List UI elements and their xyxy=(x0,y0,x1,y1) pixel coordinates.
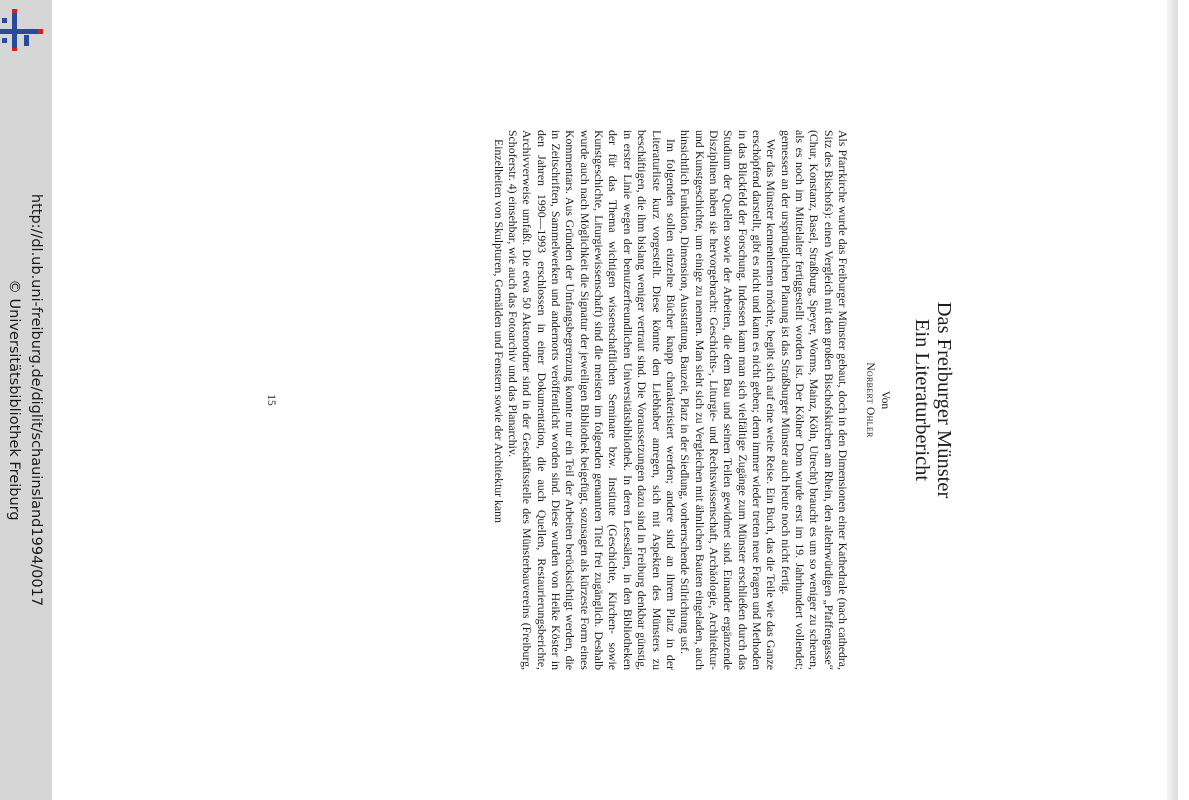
copyright-notice: © Universitätsbibliothek Freiburg xyxy=(6,279,22,521)
paragraph: Einzelheiten von Skulpturen, Gemälden und Fenstern sowie der Architektur kann xyxy=(491,139,506,523)
paragraph: Als Pfarrkirche wurde das Freiburger Münster gebaut, doch in den Dimensionen einer Kathedrale (nach cathedra, Sitz des Bischofs): einen Vergleich mit den großen Bischofskirchen am Rhein, den altehrwürdigen „Pfaffengasse“ (Chur, Konstanz, Basel, Straßburg, Speyer, Worms, Mainz, Köln, Utrecht) braucht es um so weniger zu scheuen, als es noch im Mittelalter fertiggestellt worden ist. Der Kölner Dom wurde erst im 19. Jahrhundert vollendet; gemessen an der ursprünglichen Planung ist das Straßburger Münster auch heute noch nicht fertig. xyxy=(778,130,850,670)
viewer-sidebar xyxy=(0,0,52,800)
paragraph: Im folgenden sollen einzelne Bücher knapp charakterisiert werden; andere sind an ihrem Platz in der Literaturliste kurz vorgestellt. Diese könnte den Liebhaber anregen, sich mit Aspekten des Münsters zu beschäftigen, die ihm bislang weniger vertraut sind. Die Voraussetzungen dazu sind in Freiburg denkbar günstig, in erster Linie wegen der benutzerfreundlichen Universitätsbibliothek. In deren Lesesälen, in den Bibliotheken der für das Thema wichtigen wissenschaftlichen Seminare bzw. Institute (Geschichte, Kirchen- sowie Kunstgeschichte, Liturgiewissenschaft) sind die meisten im folgenden genannten Titel frei zugänglich. Deshalb wurde auch nach Möglichkeit die Signatur der jeweiligen Bibliothek beigefügt, sozusagen als kürzeste Form eines Kommentars. Aus Gründen der Umfangsbegrenzung konnte nur ein Teil der Arbeiten berücksichtigt werden, die in Zeitschriften, Sammelwerken und andernorts veröffentlicht worden sind. Diese wurden von Heike Köster in den Jahren 1990—1993 erschlossen in einer Dokumentation, die auch Quellen, Restaurierungsberichte, Archivverweise umfaßt. Die etwa 50 Aktenordner sind in der Geschäftsstelle des Münsterbauvereins (Freiburg, Schoferstr. 4) einsehbar, wie auch das Fotoarchiv und das Planarchiv. xyxy=(506,130,678,670)
article-subtitle: Ein Literaturbericht xyxy=(911,318,933,482)
page-edge-shadow xyxy=(1167,0,1178,800)
byline: Von xyxy=(879,390,891,410)
article-title: Das Freiburger Münster xyxy=(933,301,955,499)
document-url[interactable]: http://dl.ub.uni-freiburg.de/diglit/schauinsland1994/0017 xyxy=(28,193,44,607)
author-name: Norbert Ohler xyxy=(864,362,876,438)
article-body xyxy=(491,130,850,670)
paragraph: Wer das Münster kennenlernen möchte, begibt sich auf eine weite Reise. Ein Buch, das die Teile wie das Ganze erschöpfend darstellt, gibt es nicht und kann es nicht geben; denn immer wieder treten neue Fragen und Methoden in das Blickfeld der Forschung. Indessen kann man sich vielfältige Zugänge zum Münster erschließen durch das Studium der Quellen sowie der Arbeiten, die dem Bau und seinen Teilen gewidmet sind. Einander ergänzende Disziplinen haben sie hervorgebracht: Geschichts-, Liturgie- und Rechtswissenschaft, Archäologie, Architektur- und Kunstgeschichte, um einige zu nennen. Man sieht sich zu Vergleichen mit ähnlichen Bauten eingeladen, auch hinsichtlich Funktion, Dimension, Ausstattung, Bauzeit, Platz in der Siedlung, vorherrschende Stilrichtung usf. xyxy=(678,130,779,670)
page-number: 15 xyxy=(265,394,277,406)
rotated-page-content xyxy=(255,130,955,670)
document-page xyxy=(60,0,1178,800)
